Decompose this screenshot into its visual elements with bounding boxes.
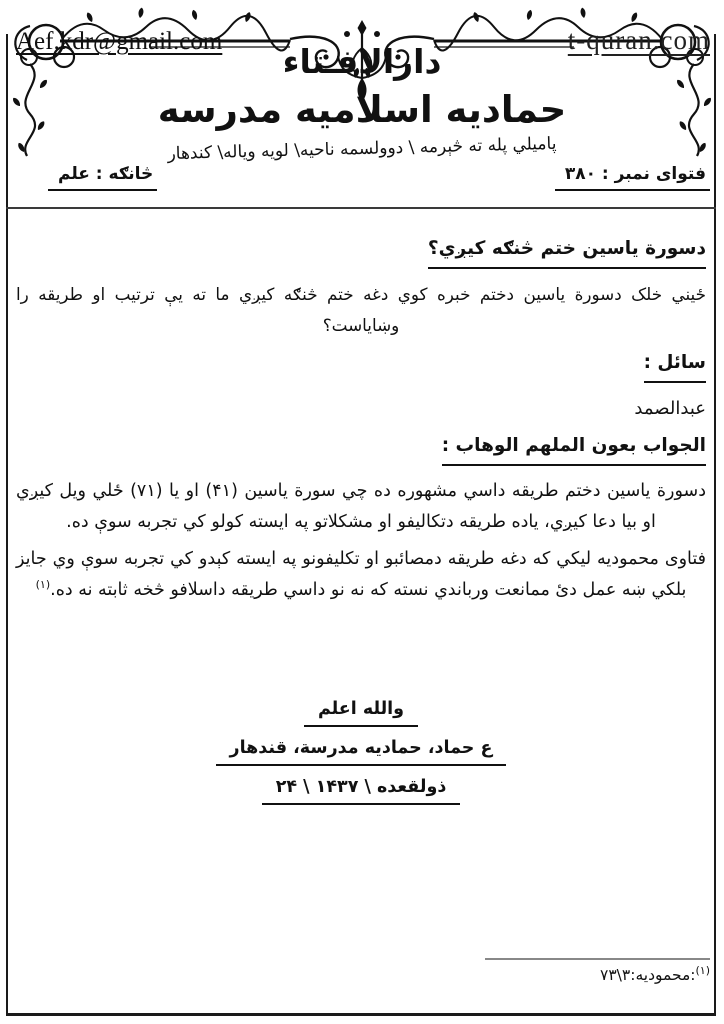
signature-date: ۲۴ \ ذولقعده \ ۱۴۳۷ (262, 776, 461, 805)
question-heading: دسورة یاسین ختم څنګه کیږي؟ (16, 233, 706, 275)
footnote-separator-line (485, 958, 710, 960)
letterhead (0, 0, 724, 207)
fatwa-number: فتوای نمبر : ۳۸۰ (555, 164, 710, 191)
asker-label: سائل : (16, 347, 706, 389)
question-text: ځیني خلک دسورة یاسین دختم خبره کوي دغه ختم څنګه کیږي ما ته یې ترتیب او طریقه را وښایاست؟ (16, 284, 706, 335)
signature-mufti-line: ع حماد، حمادیه مدرسة، قندهار (216, 737, 507, 766)
signature-block (216, 698, 507, 805)
answer-paragraph-1: دسورة یاسین دختم طریقه داسي مشهوره ده چي سورة یاسین (۴۱) او یا (۷۱) ځلي ویل کیږي او بیا دعا کیږي، یاده طریقه دتکالیفو او مشکلاتو په ایسته کولو کي تجربه سوې ده. (16, 481, 706, 532)
footnote-text: $^{(۱)}$:محمودیه:۳\۷۳ (600, 963, 710, 984)
email-link[interactable]: Aef.kdr@gmail.com (16, 28, 223, 55)
fatwa-body (6, 209, 716, 1015)
answer-label: الجواب بعون الملهم الوهاب : (16, 430, 706, 472)
footnote-reference: (۱) (35, 578, 51, 592)
footnote-marker: (۱) (695, 963, 710, 977)
signature-allah-knows-best: والله اعلم (304, 698, 418, 727)
website-link[interactable]: t-quran.com (567, 25, 710, 55)
answer-paragraph-2: فتاوی محمودیه لیکي که دغه طریقه دمصائبو او تکلیفونو په ایسته کېدو کي تجربه سوې وي جایز بلکي ښه عمل دئ ممانعت ورباندي نسته که نه نو داسي طریقه داسلافو څخه ثابته نه ده.$^{(۱)}$ (16, 549, 706, 600)
footnote-area (485, 958, 710, 984)
address-line: پامیلي پله ته څېرمه \ دوولسمه ناحیه\ لویه ویاله\ کندهار (167, 133, 557, 165)
asker-name: عبدالصمد (634, 398, 706, 419)
madrasa-name: حمادیه اسلامیه مدرسه (157, 88, 567, 131)
page-title: دارالافـتاء (282, 42, 442, 81)
department-label: څانګه : علم (48, 164, 157, 191)
